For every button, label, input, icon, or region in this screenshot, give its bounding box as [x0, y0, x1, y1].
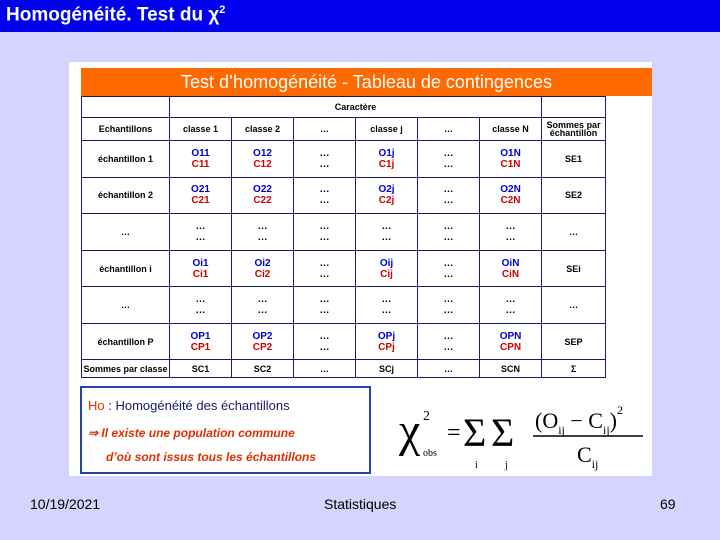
observed-value: … — [257, 294, 268, 306]
computed-value: Cij — [380, 268, 393, 280]
contingency-cell — [418, 141, 480, 178]
observed-value: … — [195, 220, 206, 232]
contingency-figure — [69, 62, 652, 476]
observed-value: O2N — [500, 184, 521, 196]
computed-value: CPN — [499, 341, 522, 353]
observed-value: OPN — [499, 330, 522, 342]
footer-page-number: 69 — [660, 496, 676, 512]
observed-value: … — [443, 294, 454, 306]
computed-value: … — [505, 231, 516, 243]
column-sum: … — [418, 360, 480, 378]
contingency-cell — [232, 323, 294, 360]
observed-value: OPj — [377, 330, 396, 342]
slide-title-bar — [0, 0, 720, 32]
column-sum: SCN — [480, 360, 542, 378]
computed-value: … — [319, 341, 330, 353]
computed-value: … — [319, 231, 330, 243]
sample-row — [82, 141, 606, 178]
figure-banner: Test d’homogénéité - Tableau de contingences — [81, 68, 652, 96]
observed-value: Oij — [379, 257, 394, 269]
observed-value: … — [381, 294, 392, 306]
computed-value: C11 — [191, 158, 210, 170]
computed-value: … — [443, 158, 454, 170]
contingency-cell — [418, 323, 480, 360]
observed-value: … — [443, 147, 454, 159]
contingency-cell — [294, 177, 356, 214]
row-sum: SE2 — [542, 177, 606, 214]
computed-value: … — [381, 305, 392, 317]
footer-center: Statistiques — [324, 496, 397, 512]
chi-subscript: obs — [423, 448, 437, 459]
computed-value: C22 — [253, 195, 272, 207]
contingency-cell — [356, 287, 418, 324]
computed-value: Ci2 — [254, 268, 271, 280]
chi-symbol: χ — [399, 404, 421, 457]
contingency-cell — [356, 214, 418, 251]
sample-row — [82, 250, 606, 287]
totals-row — [82, 360, 606, 378]
sum-index-i: i — [475, 460, 478, 471]
hypothesis-text-2: Il existe une population commune — [98, 426, 295, 440]
slide-title — [6, 4, 225, 26]
slide-title-superscript: 2 — [219, 4, 226, 16]
observed-value: Oi1 — [192, 257, 209, 269]
observed-value: … — [319, 294, 330, 306]
contingency-table — [81, 96, 606, 378]
contingency-cell — [232, 214, 294, 251]
computed-value: … — [443, 231, 454, 243]
computed-value: … — [381, 231, 392, 243]
row-sum: SEP — [542, 323, 606, 360]
column-sum: SCj — [356, 360, 418, 378]
observed-value: … — [443, 220, 454, 232]
contingency-cell — [418, 214, 480, 251]
corner-cell-right — [542, 97, 606, 118]
computed-value: CP2 — [252, 341, 273, 353]
computed-value: … — [505, 305, 516, 317]
computed-value: … — [257, 231, 268, 243]
row-label: échantillon i — [82, 250, 170, 287]
row-sum: SEi — [542, 250, 606, 287]
contingency-cell — [170, 177, 232, 214]
computed-value: … — [443, 341, 454, 353]
contingency-cell — [232, 177, 294, 214]
slide-title-text: Homogénéité. Test du χ — [6, 4, 220, 26]
contingency-cell — [232, 250, 294, 287]
column-header: classe N — [480, 118, 542, 141]
row-label: échantillon 2 — [82, 177, 170, 214]
observed-value: O1N — [500, 147, 521, 159]
contingency-cell — [418, 287, 480, 324]
observed-value: … — [195, 294, 206, 306]
sample-row — [82, 323, 606, 360]
footer-date: 10/19/2021 — [30, 496, 101, 512]
contingency-cell — [480, 141, 542, 178]
contingency-cell — [294, 323, 356, 360]
sum-index-j: j — [505, 460, 508, 471]
computed-value: C1j — [378, 158, 395, 170]
contingency-cell — [356, 141, 418, 178]
computed-value: … — [195, 305, 206, 317]
observed-value: O22 — [253, 184, 272, 196]
observed-value: … — [319, 147, 330, 159]
row-sum: … — [542, 214, 606, 251]
chi-square-formula — [391, 380, 651, 476]
contingency-cell — [170, 214, 232, 251]
contingency-cell — [170, 141, 232, 178]
observed-value: Oi2 — [254, 257, 271, 269]
contingency-cell — [480, 177, 542, 214]
computed-value: … — [257, 305, 268, 317]
sample-row — [82, 287, 606, 324]
totals-label: Sommes par classe — [82, 360, 170, 378]
observed-value: … — [443, 330, 454, 342]
column-header: Echantillons — [82, 118, 170, 141]
observed-value: … — [505, 220, 516, 232]
row-label: échantillon P — [82, 323, 170, 360]
sum-symbol-j: Σ — [491, 410, 515, 455]
computed-value: CP1 — [190, 341, 211, 353]
column-sum: SC2 — [232, 360, 294, 378]
observed-value: … — [443, 257, 454, 269]
observed-value: … — [381, 220, 392, 232]
computed-value: C2j — [378, 195, 395, 207]
column-header: classe 2 — [232, 118, 294, 141]
contingency-cell — [418, 250, 480, 287]
computed-value: … — [443, 195, 454, 207]
contingency-cell — [294, 214, 356, 251]
contingency-cell — [294, 250, 356, 287]
row-label: … — [82, 287, 170, 324]
observed-value: … — [443, 184, 454, 196]
contingency-cell — [232, 141, 294, 178]
computed-value: CiN — [501, 268, 520, 280]
computed-value: C1N — [500, 158, 521, 170]
computed-value: CPj — [378, 341, 395, 353]
contingency-cell — [480, 287, 542, 324]
corner-cell — [82, 97, 170, 118]
h0-text: : Homogénéité des échantillons — [104, 398, 290, 413]
observed-value: OP2 — [252, 330, 273, 342]
column-header: … — [294, 118, 356, 141]
contingency-cell — [170, 323, 232, 360]
sum-symbol-i: Σ — [463, 410, 487, 455]
computed-value: C2N — [500, 195, 521, 207]
contingency-cell — [170, 287, 232, 324]
observed-value: O12 — [253, 147, 272, 159]
sample-row — [82, 214, 606, 251]
observed-value: OiN — [501, 257, 520, 269]
computed-value: … — [319, 305, 330, 317]
contingency-cell — [294, 287, 356, 324]
observed-value: … — [319, 257, 330, 269]
observed-value: … — [257, 220, 268, 232]
row-label: échantillon 1 — [82, 141, 170, 178]
contingency-cell — [480, 214, 542, 251]
observed-value: … — [319, 184, 330, 196]
computed-value: … — [319, 268, 330, 280]
contingency-cell — [480, 250, 542, 287]
observed-value: … — [319, 220, 330, 232]
column-header: classe j — [356, 118, 418, 141]
contingency-cell — [418, 177, 480, 214]
caractere-header: Caractère — [170, 97, 542, 118]
equals-sign: = — [447, 420, 461, 446]
contingency-cell — [356, 177, 418, 214]
computed-value: C21 — [191, 195, 210, 207]
observed-value: O1j — [378, 147, 395, 159]
denominator: $C_{ij}$ — [577, 442, 599, 471]
observed-value: … — [505, 294, 516, 306]
contingency-cell — [232, 287, 294, 324]
computed-value: … — [443, 268, 454, 280]
column-header: … — [418, 118, 480, 141]
row-sum: SE1 — [542, 141, 606, 178]
contingency-cell — [356, 250, 418, 287]
hypothesis-line-3: d’où sont issus tous les échantillons — [106, 450, 317, 464]
row-sum: … — [542, 287, 606, 324]
contingency-cell — [356, 323, 418, 360]
computed-value: … — [443, 305, 454, 317]
observed-value: … — [319, 330, 330, 342]
observed-value: O21 — [191, 184, 210, 196]
numerator: $(O_{ij} - C_{ij})^2$ — [535, 403, 623, 437]
sample-row — [82, 177, 606, 214]
hypothesis-line-2 — [88, 426, 295, 440]
column-sum: … — [294, 360, 356, 378]
row-label: … — [82, 214, 170, 251]
contingency-cell — [170, 250, 232, 287]
contingency-cell — [480, 323, 542, 360]
computed-value: … — [195, 231, 206, 243]
observed-value: O11 — [191, 147, 210, 159]
observed-value: OP1 — [190, 330, 211, 342]
column-header: classe 1 — [170, 118, 232, 141]
implies-arrow: ⇒ — [88, 426, 99, 440]
computed-value: C12 — [253, 158, 272, 170]
header-row — [82, 118, 606, 141]
grand-total: Σ — [542, 360, 606, 378]
computed-value: … — [319, 158, 330, 170]
hypothesis-box — [80, 386, 371, 474]
contingency-cell — [294, 141, 356, 178]
observed-value: O2j — [378, 184, 395, 196]
computed-value: Ci1 — [192, 268, 209, 280]
column-header: Sommes par échantillon — [542, 118, 606, 141]
chi-exponent: 2 — [423, 409, 430, 424]
computed-value: … — [319, 195, 330, 207]
h0-label: Ho — [88, 398, 105, 413]
hypothesis-line-1 — [88, 398, 290, 413]
column-sum: SC1 — [170, 360, 232, 378]
